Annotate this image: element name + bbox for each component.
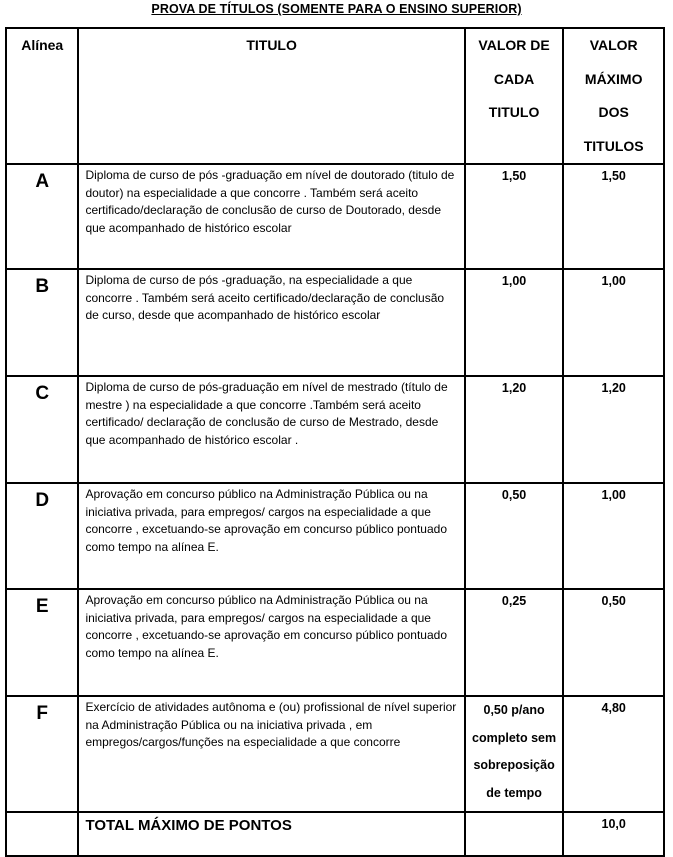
- header-row: [6, 28, 664, 164]
- header-valor-line: TITULO: [488, 104, 540, 120]
- header-max-line: DOS: [598, 104, 629, 120]
- title-value: 0,25: [465, 589, 564, 696]
- title-value: 1,20: [465, 376, 564, 483]
- title-value: 1,00: [465, 269, 564, 376]
- max-value: 4,80: [563, 696, 664, 812]
- title-value: 1,50: [465, 164, 564, 269]
- title-description: Diploma de curso de pós -graduação, na especialidade a que concorre . Também será aceito certificado/declaração de conclusão de curso, desde que acompanhado de histórico escolar: [78, 269, 464, 376]
- title-value-line: completo sem: [472, 730, 557, 745]
- max-value: 1,50: [563, 164, 664, 269]
- header-max-line: MÁXIMO: [584, 70, 643, 87]
- table-row: [6, 483, 664, 589]
- alinea-cell: B: [6, 269, 78, 376]
- max-value: 0,50: [563, 589, 664, 696]
- header-valor-cada: [465, 28, 564, 164]
- title-value-line: 0,50 p/ano: [483, 703, 545, 717]
- alinea-cell: D: [6, 483, 78, 589]
- alinea-cell: C: [6, 376, 78, 483]
- title-value: [465, 696, 564, 812]
- table-row: [6, 696, 664, 812]
- total-empty-cell: [465, 812, 564, 856]
- total-label: TOTAL MÁXIMO DE PONTOS: [78, 812, 464, 856]
- title-value-line: de tempo: [486, 785, 542, 800]
- max-value: 1,20: [563, 376, 664, 483]
- total-value: 10,0: [563, 812, 664, 856]
- header-alinea: [6, 28, 78, 164]
- title-value: 0,50: [465, 483, 564, 589]
- document-title: PROVA DE TÍTULOS (SOMENTE PARA O ENSINO SUPERIOR): [151, 2, 522, 16]
- table-row: [6, 164, 664, 269]
- alinea-cell: E: [6, 589, 78, 696]
- total-empty-cell: [6, 812, 78, 856]
- title-description: Diploma de curso de pós-graduação em nível de mestrado (título de mestre ) na especialidade a que concorre .Também será aceito certificado/ declaração de conclusão de curso de Mestrado, desde que acompanhado de histórico escolar .: [78, 376, 464, 483]
- title-description: Aprovação em concurso público na Administração Pública ou na iniciativa privada, para empregos/ cargos na especialidade a que concorre , excetuando-se aprovação em concurso público pontuado como tempo na alínea E.: [78, 483, 464, 589]
- alinea-cell: F: [6, 696, 78, 812]
- max-value: 1,00: [563, 269, 664, 376]
- title-value-line: sobreposição: [473, 758, 555, 772]
- header-max-line: TITULOS: [583, 137, 644, 154]
- title-description: Aprovação em concurso público na Administração Pública ou na iniciativa privada, para empregos/ cargos na especialidade a que concorre , excetuando-se aprovação em concurso público pontuado como tempo na alínea E.: [78, 589, 464, 696]
- max-value: 1,00: [563, 483, 664, 589]
- header-titulo-label: TITULO: [246, 37, 297, 53]
- titles-table: [5, 27, 665, 857]
- header-alinea-label: Alínea: [21, 37, 64, 53]
- header-valor-line: VALOR DE: [478, 37, 550, 53]
- total-row: [6, 812, 664, 856]
- alinea-cell: A: [6, 164, 78, 269]
- header-titulo: [78, 28, 464, 164]
- header-max-line: VALOR: [589, 37, 638, 53]
- table-row: [6, 269, 664, 376]
- header-valor-maximo: [563, 28, 664, 164]
- title-description: Diploma de curso de pós -graduação em nível de doutorado (titulo de doutor) na especialidade a que concorre . Também será aceito certificado/declaração de conclusão de curso de Doutorado, desde que acompanhado de histórico escolar: [78, 164, 464, 269]
- table-row: [6, 376, 664, 483]
- title-description: Exercício de atividades autônoma e (ou) profissional de nível superior na Administração Pública ou na iniciativa privada , em empregos/cargos/funções na especialidade a que concorre: [78, 696, 464, 812]
- header-valor-line: CADA: [493, 70, 535, 87]
- table-row: [6, 589, 664, 696]
